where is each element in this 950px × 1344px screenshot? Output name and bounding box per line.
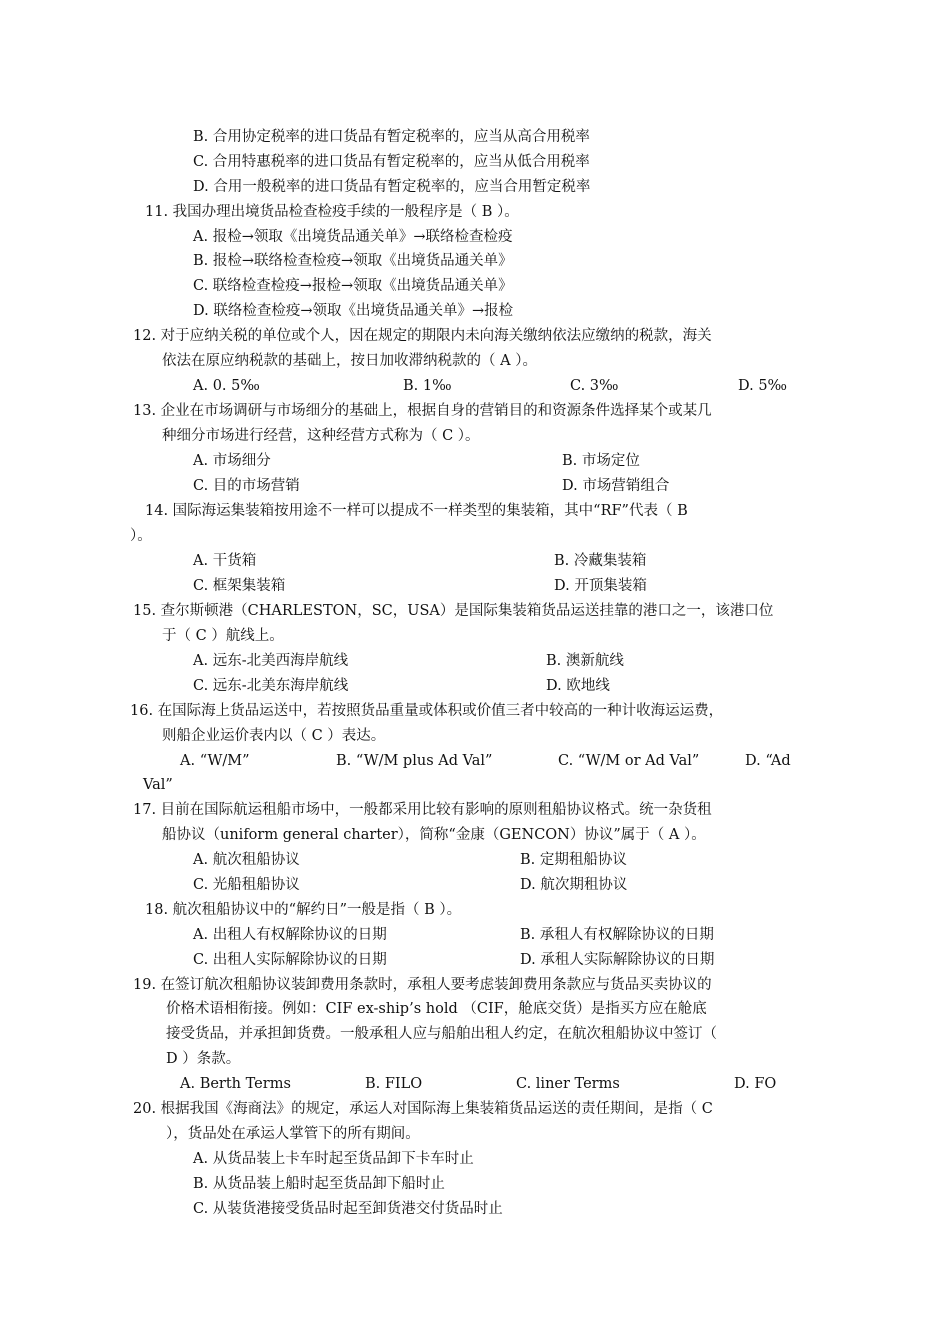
q16-option-a: A. “W/M” <box>180 753 250 769</box>
q19-option-a: A. Berth Terms <box>180 1076 291 1092</box>
q16-question-cont: 则船企业运价表内以（ C ）表达。 <box>162 728 386 744</box>
q17-option-a: A. 航次租船协议 <box>193 852 300 868</box>
q18-option-a: A. 出租人有权解除协议的日期 <box>193 927 387 943</box>
q13-question-cont: 种细分市场进行经营，这种经营方式称为（ C ）。 <box>162 428 480 444</box>
q19-question: 19. 在签订航次租船协议装卸费用条款时，承租人要考虑装卸费用条款应与货品买卖协议的 <box>133 977 712 993</box>
q16-option-b: B. “W/M plus Ad Val” <box>336 753 493 769</box>
q12-option-c: C. 3‰ <box>570 378 619 394</box>
q17-option-c: C. 光船租船协议 <box>193 877 300 893</box>
q15-option-d: D. 欧地线 <box>546 678 610 694</box>
q13-option-a: A. 市场细分 <box>193 453 271 469</box>
q15-question: 15. 查尔斯顿港（CHARLESTON，SC，USA）是国际集装箱货品运送挂靠的港口之一，该港口位 <box>133 603 774 619</box>
q15-option-b: B. 澳新航线 <box>546 653 624 669</box>
q16-option-d-cont: Val” <box>143 777 173 793</box>
q13-option-b: B. 市场定位 <box>562 453 640 469</box>
q14-option-a: A. 干货箱 <box>193 553 257 569</box>
q20-option-c: C. 从装货港接受货品时起至卸货港交付货品时止 <box>193 1201 503 1217</box>
q15-option-a: A. 远东-北美西海岸航线 <box>193 653 349 669</box>
q10-option-d: D. 合用一般税率的进口货品有暂定税率的，应当合用暂定税率 <box>193 179 591 195</box>
q12-option-b: B. 1‰ <box>403 378 452 394</box>
q11-option-a: A. 报检→领取《出境货品通关单》→联络检查检疫 <box>193 229 513 245</box>
q18-option-c: C. 出租人实际解除协议的日期 <box>193 952 387 968</box>
q13-question: 13. 企业在市场调研与市场细分的基础上，根据自身的营销目的和资源条件选择某个或某几 <box>133 403 712 419</box>
q13-option-c: C. 目的市场营销 <box>193 478 300 494</box>
q18-question: 18. 航次租船协议中的“解约日”一般是指（ B ）。 <box>145 902 462 918</box>
q11-option-b: B. 报检→联络检查检疫→领取《出境货品通关单》 <box>193 253 513 269</box>
q19-question-cont-2: 接受货品，并承担卸货费。一般承租人应与船舶出租人约定，在航次租船协议中签订（ <box>166 1026 717 1042</box>
q14-option-b: B. 冷藏集装箱 <box>554 553 647 569</box>
q11-question: 11. 我国办理出境货品检查检疫手续的一般程序是（ B ）。 <box>145 204 519 220</box>
q12-question-cont: 依法在原应纳税款的基础上，按日加收滞纳税款的（ A ）。 <box>162 353 537 369</box>
q20-option-a: A. 从货品装上卡车时起至货品卸下卡车时止 <box>193 1151 474 1167</box>
q15-question-cont: 于（ C ）航线上。 <box>162 628 284 644</box>
q17-option-d: D. 航次期租协议 <box>520 877 628 893</box>
q20-option-b: B. 从货品装上船时起至货品卸下船时止 <box>193 1176 445 1192</box>
q17-option-b: B. 定期租船协议 <box>520 852 627 868</box>
q19-question-cont-1: 价格术语相衔接。例如：CIF ex-ship’s hold （CIF，舱底交货）是指买方应在舱底 <box>166 1001 707 1017</box>
q13-option-d: D. 市场营销组合 <box>562 478 670 494</box>
q14-option-d: D. 开顶集装箱 <box>554 578 647 594</box>
q10-option-b: B. 合用协定税率的进口货品有暂定税率的，应当从高合用税率 <box>193 129 590 145</box>
q18-option-b: B. 承租人有权解除协议的日期 <box>520 927 714 943</box>
q11-option-d: D. 联络检查检疫→领取《出境货品通关单》→报检 <box>193 303 514 319</box>
q20-question: 20. 根据我国《海商法》的规定，承运人对国际海上集装箱货品运送的责任期间，是指（ C <box>133 1101 713 1117</box>
q14-question: 14. 国际海运集装箱按用途不一样可以提成不一样类型的集装箱，其中“RF”代表（ B <box>145 503 688 519</box>
q10-option-c: C. 合用特惠税率的进口货品有暂定税率的，应当从低合用税率 <box>193 154 590 170</box>
q19-question-cont-3: D ）条款。 <box>166 1051 241 1067</box>
q19-option-c: C. liner Terms <box>516 1076 620 1092</box>
q20-question-cont: ），货品处在承运人掌管下的所有期间。 <box>166 1126 420 1142</box>
q16-option-c: C. “W/M or Ad Val” <box>558 753 700 769</box>
q15-option-c: C. 远东-北美东海岸航线 <box>193 678 349 694</box>
q19-option-d: D. FO <box>734 1076 777 1092</box>
q11-option-c: C. 联络检查检疫→报检→领取《出境货品通关单》 <box>193 278 513 294</box>
q16-question: 16. 在国际海上货品运送中，若按照货品重量或体积或价值三者中较高的一种计收海运运费， <box>130 703 724 719</box>
q12-question: 12. 对于应纳关税的单位或个人，因在规定的期限内未向海关缴纳依法应缴纳的税款，海关 <box>133 328 712 344</box>
q12-option-d: D. 5‰ <box>738 378 788 394</box>
q17-question-cont: 船协议（uniform general charter），简称“金康（GENCON）协议”属于（ A ）。 <box>162 827 706 843</box>
q14-question-cont: ）。 <box>130 528 152 544</box>
q12-option-a: A. 0. 5‰ <box>193 378 260 394</box>
q16-option-d: D. “Ad <box>745 753 791 769</box>
q17-question: 17. 目前在国际航运租船市场中，一般都采用比较有影响的原则租船协议格式。统一杂货租 <box>133 802 712 818</box>
q19-option-b: B. FILO <box>365 1076 423 1092</box>
q18-option-d: D. 承租人实际解除协议的日期 <box>520 952 715 968</box>
q14-option-c: C. 框架集装箱 <box>193 578 286 594</box>
